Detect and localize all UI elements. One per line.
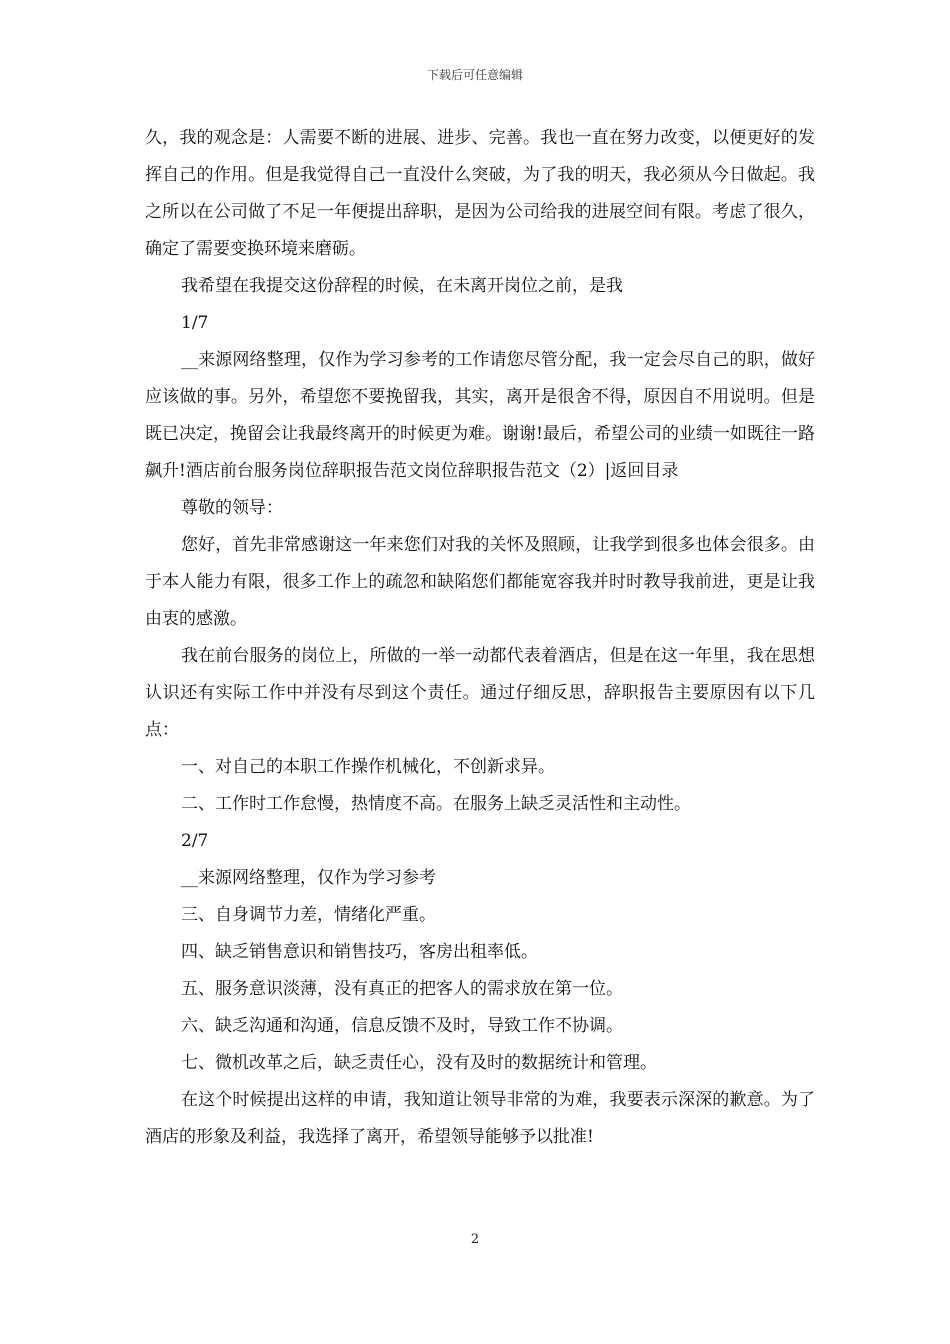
document-body — [145, 120, 815, 1156]
paragraph: 我在前台服务的岗位上，所做的一举一动都代表着酒店，但是在这一年里，我在思想认识还有实际工作中并没有尽到这个责任。通过仔细反思，辞职报告主要原因有以下几点： — [145, 646, 815, 740]
list-item: 五、服务意识淡薄，没有真正的把客人的需求放在第一位。 — [181, 979, 623, 999]
paragraph: __来源网络整理，仅作为学习参考的工作请您尽管分配，我一定会尽自己的职，做好应该做的事。另外，希望您不要挽留我，其实，离开是很舍不得，原因自不用说明。但是既已决定，挽留会让我最终离开的时候更为难。谢谢!最后，希望公司的业绩一如既往一路飙升!酒店前台服务岗位辞职报告范文岗位辞职报告范文（2）|返回目录 — [145, 350, 815, 481]
list-item: 六、缺乏沟通和沟通，信息反馈不及时，导致工作不协调。 — [181, 1016, 623, 1036]
paragraph: 久，我的观念是：人需要不断的进展、进步、完善。我也一直在努力改变，以便更好的发挥自己的作用。但是我觉得自己一直没什么突破，为了我的明天，我必须从今日做起。我之所以在公司做了不足一年便提出辞职，是因为公司给我的进展空间有限。考虑了很久，确定了需要变换环境来磨砺。 — [145, 128, 815, 259]
page-header: 下载后可任意编辑 — [426, 68, 523, 82]
paragraph: 我希望在我提交这份辞程的时候，在未离开岗位之前，是我 — [181, 276, 623, 296]
paragraph: 在这个时候提出这样的申请，我知道让领导非常的为难，我要表示深深的歉意。为了酒店的形象及利益，我选择了离开，希望领导能够予以批准! — [145, 1090, 815, 1147]
source-note: __来源网络整理，仅作为学习参考 — [181, 868, 436, 888]
page-number: 2 — [470, 1232, 480, 1247]
list-item: 三、自身调节力差，情绪化严重。 — [181, 905, 436, 925]
salutation: 尊敬的领导： — [181, 498, 283, 518]
paragraph: 您好，首先非常感谢这一年来您们对我的关怀及照顾，让我学到很多也体会很多。由于本人能力有限，很多工作上的疏忽和缺陷您们都能宽容我并时时教导我前进，更是让我由衷的感激。 — [145, 535, 815, 629]
list-item: 二、工作时工作怠慢，热情度不高。在服务上缺乏灵活性和主动性。 — [181, 794, 691, 814]
page-marker: 1/7 — [181, 313, 209, 333]
list-item: 四、缺乏销售意识和销售技巧，客房出租率低。 — [181, 942, 538, 962]
page-marker: 2/7 — [181, 831, 209, 851]
list-item: 七、微机改革之后，缺乏责任心，没有及时的数据统计和管理。 — [181, 1053, 657, 1073]
list-item: 一、对自己的本职工作操作机械化，不创新求异。 — [181, 757, 555, 777]
